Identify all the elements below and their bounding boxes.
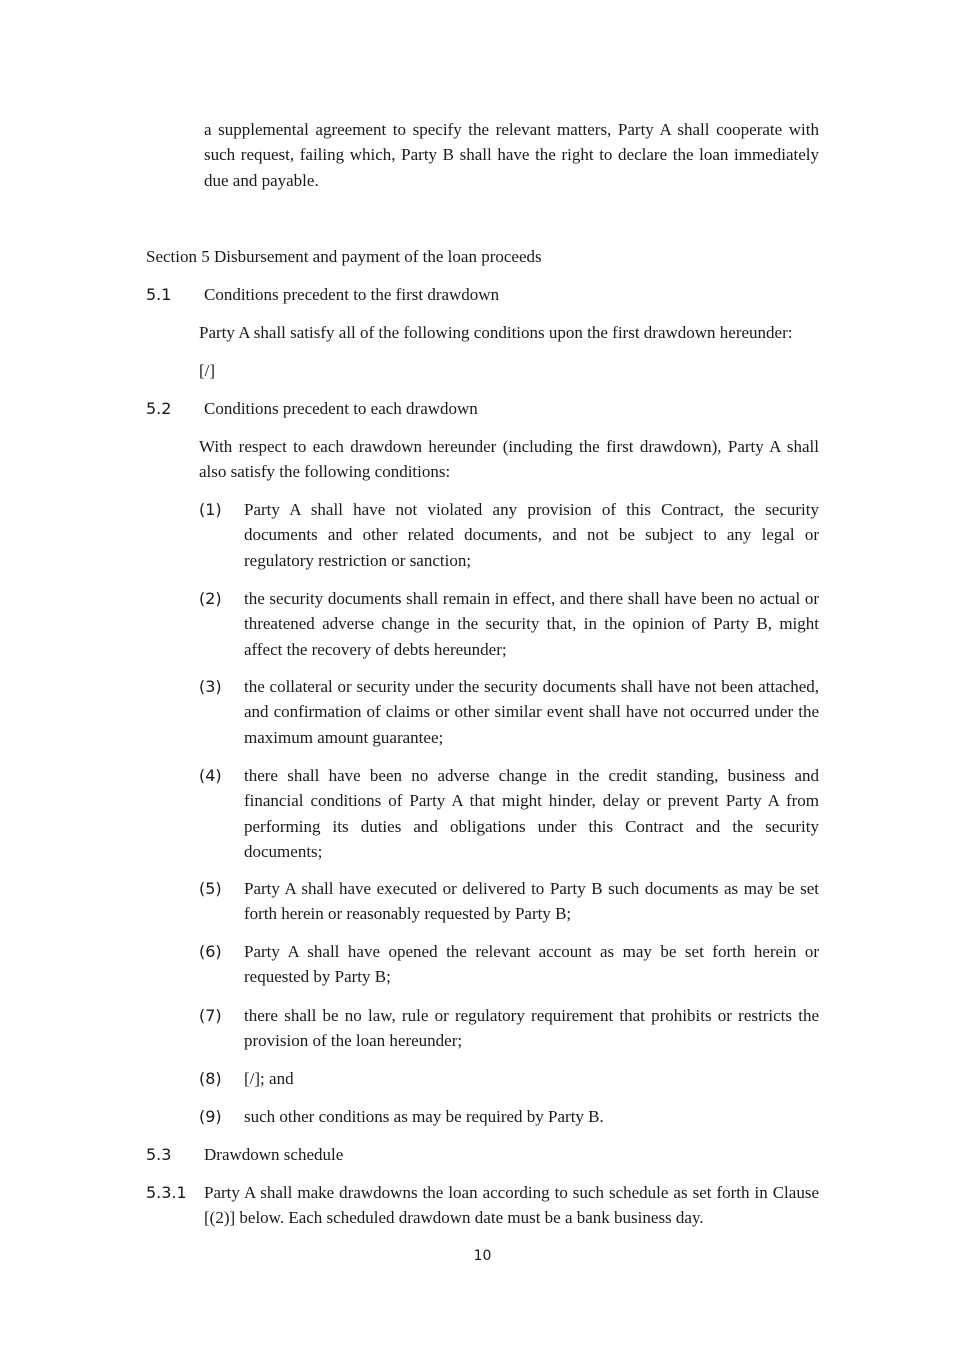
clause-5-1-intro: Party A shall satisfy all of the following conditions upon the first drawdown hereunder: xyxy=(199,323,793,342)
clause-5-1-number: 5.1 xyxy=(146,285,172,304)
clause-5-2-intro: With respect to each drawdown hereunder (including the first drawdown), Party A shall also satisfy the following conditions: xyxy=(199,437,819,482)
list-item-number: (2) xyxy=(199,589,222,608)
list-item-number: (1) xyxy=(199,500,222,519)
list-item-number: (3) xyxy=(199,677,222,696)
clause-5-2-number: 5.2 xyxy=(146,399,172,418)
list-item-text: Party A shall have not violated any provision of this Contract, the security documents and other related documents, and not be subject to any legal or regulatory restriction or sanction; xyxy=(244,500,819,570)
list-item-text: there shall have been no adverse change in the credit standing, business and financial conditions of Party A that might hinder, delay or prevent Party A from performing its duties and obligations under this Contract and the security documents; xyxy=(244,766,819,861)
list-item-number: (5) xyxy=(199,879,222,898)
section-5-title: Section 5 Disbursement and payment of the loan proceeds xyxy=(146,247,542,266)
list-item-text: the collateral or security under the security documents shall have not been attached, and confirmation of claims or other similar event shall have not occurred under the maximum amount guarantee; xyxy=(244,677,819,747)
list-item-number: (9) xyxy=(199,1107,222,1126)
clause-5-3-1-text: Party A shall make drawdowns the loan according to such schedule as set forth in Clause [(2)] below. Each scheduled drawdown date must be a bank business day. xyxy=(204,1183,819,1228)
list-item-text: the security documents shall remain in effect, and there shall have been no actual or threatened adverse change in the security that, in the opinion of Party B, might affect the recovery of debts hereunder; xyxy=(244,589,819,659)
list-item-text: Party A shall have opened the relevant account as may be set forth herein or requested by Party B; xyxy=(244,942,819,987)
continuation-paragraph: a supplemental agreement to specify the relevant matters, Party A shall cooperate with such request, failing which, Party B shall have the right to declare the loan immediately due and payable. xyxy=(204,120,819,190)
clause-5-3-1-number: 5.3.1 xyxy=(146,1183,187,1202)
list-item-number: (8) xyxy=(199,1069,222,1088)
clause-5-2-title: Conditions precedent to each drawdown xyxy=(204,399,478,418)
clause-5-3-title: Drawdown schedule xyxy=(204,1145,344,1164)
list-item-text: Party A shall have executed or delivered to Party B such documents as may be set forth herein or reasonably requested by Party B; xyxy=(244,879,819,924)
list-item-number: (7) xyxy=(199,1006,222,1025)
list-item-text: [/]; and xyxy=(244,1069,294,1088)
list-item-text: there shall be no law, rule or regulatory requirement that prohibits or restricts the provision of the loan hereunder; xyxy=(244,1006,819,1051)
list-item-text: such other conditions as may be required by Party B. xyxy=(244,1107,604,1126)
clause-5-1-title: Conditions precedent to the first drawdown xyxy=(204,285,500,304)
list-item-number: (4) xyxy=(199,766,222,785)
page-number: 10 xyxy=(473,1248,492,1264)
clause-5-3-number: 5.3 xyxy=(146,1145,172,1164)
clause-5-1-content: [/] xyxy=(199,361,216,380)
list-item-number: (6) xyxy=(199,942,222,961)
